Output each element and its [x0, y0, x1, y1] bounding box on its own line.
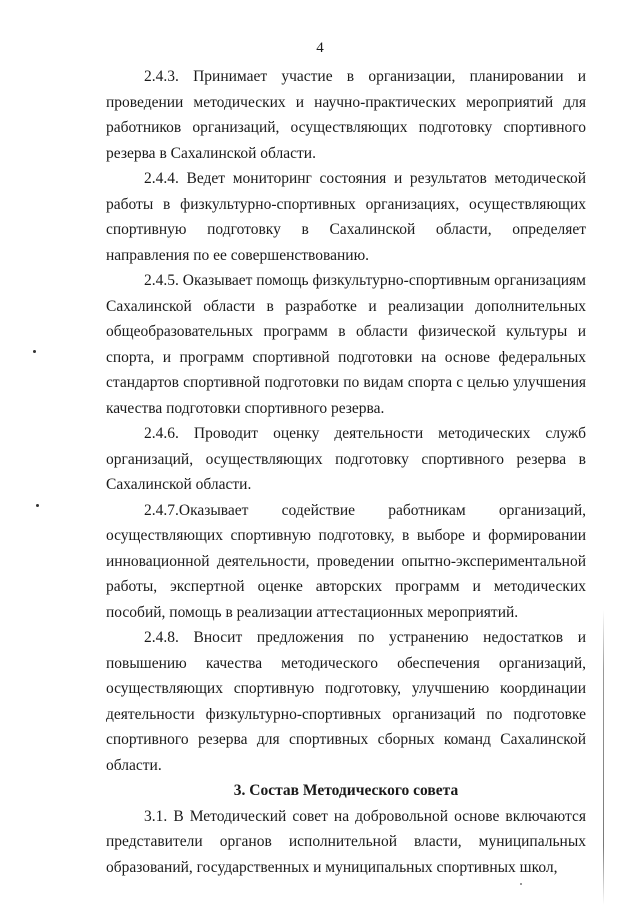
- paragraph-2-4-5: 2.4.5. Оказывает помощь физкультурно-спортивным организациям Сахалинской области в разработке и реализации дополнительных общеобразовательных программ в области физической культуры и спорта, и программ спортивной подготовки на основе федеральных стандартов спортивной подготовки по видам спорта с целью улучшения качества подготовки спортивного резерва.: [106, 272, 586, 417]
- margin-dot: [33, 350, 36, 353]
- document-body: [106, 64, 586, 880]
- paragraph-2-4-8: 2.4.8. Вносит предложения по устранению недостатков и повышению качества методического обеспечения организаций, осуществляющих спортивную подготовку, улучшению координации деятельности физкультурно-спортивных организаций по подготовке спортивного резерва для спортивных сборных команд Сахалинской области.: [106, 629, 586, 774]
- paragraph-2-4-3: 2.4.3. Принимает участие в организации, планировании и проведении методических и научно-практических мероприятий для работников организаций, осуществляющих подготовку спортивного резерва в Сахалинской области.: [106, 68, 586, 162]
- scan-speck: [520, 883, 522, 885]
- scan-edge-line: [603, 610, 604, 905]
- page-number: 4: [316, 40, 324, 56]
- paragraph-2-4-4: 2.4.4. Ведет мониторинг состояния и результатов методической работы в физкультурно-спортивных организациях, осуществляющих спортивную подготовку в Сахалинской области, определяет направления по ее совершенствованию.: [106, 170, 586, 264]
- section-heading: 3. Состав Методического совета: [233, 782, 459, 799]
- paragraph-2-4-7: 2.4.7.Оказывает содействие работникам организаций, осуществляющих спортивную подготовку, в выборе и формировании инновационной деятельности, проведении опытно-экспериментальной работы, экспертной оценке авторских программ и методических пособий, помощь в реализации аттестационных мероприятий.: [106, 501, 586, 621]
- paragraph-2-4-6: 2.4.6. Проводит оценку деятельности методических служб организаций, осуществляющих подготовку спортивного резерва в Сахалинской области.: [106, 425, 586, 493]
- margin-dot: [36, 504, 39, 507]
- paragraph-3-1: 3.1. В Методический совет на добровольной основе включаются представители органов исполнительной власти, муниципальных образований, государственных и муниципальных спортивных школ,: [106, 807, 586, 876]
